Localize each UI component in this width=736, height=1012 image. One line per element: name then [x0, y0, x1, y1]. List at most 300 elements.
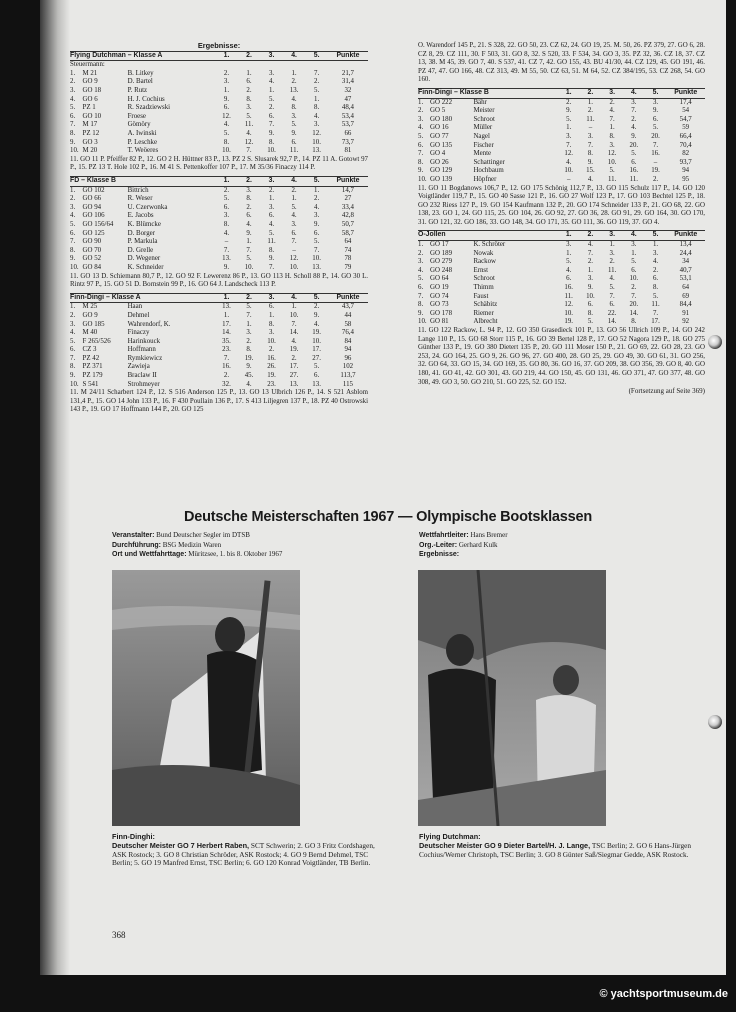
sailor-name: K. Blümcke — [127, 220, 161, 228]
sail-number: GO 185 — [82, 320, 105, 328]
table-cell: 1. — [268, 195, 275, 203]
table-cell: 7. — [70, 121, 76, 129]
sailor-name: Höpfner — [473, 175, 497, 183]
sailor-name: R. Szadziewski — [127, 104, 171, 112]
sail-number: GO 129 — [430, 167, 453, 175]
sail-number: M 21 — [82, 69, 98, 77]
column-header: 1. — [558, 88, 580, 98]
table-cell: 5. — [314, 238, 320, 246]
table-cell: 3. — [268, 69, 275, 77]
table-row — [70, 139, 368, 148]
sailor-name: Schäbitz — [473, 301, 498, 309]
sail-number: GO 16 — [430, 124, 449, 132]
table-cell: 14,7 — [341, 186, 354, 194]
info-line: Wettfahrtleiter: Hans Bremer — [419, 531, 508, 539]
table-cell: 6. — [268, 212, 275, 220]
column-header: 1. — [558, 231, 580, 241]
table-row — [70, 147, 368, 156]
table-cell: 6. — [268, 303, 275, 311]
table-cell: 10. — [289, 311, 299, 319]
table-cell: 4. — [70, 95, 76, 103]
info-line: Ort und Wettfahrttage: Müritzsee, 1. bis 8. Oktober 1967 — [112, 550, 283, 559]
table-row — [70, 87, 368, 96]
table-ojollen — [418, 230, 705, 395]
table-cell: 79 — [344, 263, 352, 271]
table-cell: 5. — [566, 115, 572, 123]
table-cell: 14. — [289, 329, 299, 337]
table-row — [70, 212, 368, 221]
table-cell: 3. — [566, 132, 572, 140]
sail-number: M 17 — [82, 121, 98, 129]
table-cell: 5. — [652, 124, 659, 132]
table-cell: 5. — [268, 95, 275, 103]
table-cell: 16. — [564, 284, 574, 292]
table-cell: 13. — [312, 263, 321, 271]
table-row — [418, 150, 705, 159]
column-header: 2. — [580, 88, 602, 98]
table-cell: 7. — [652, 141, 659, 149]
table-cell: 115 — [342, 380, 353, 388]
table-cell: 8. — [268, 138, 275, 146]
table-cell: 7. — [246, 147, 252, 155]
table-cell: 5. — [609, 284, 615, 292]
table-row — [70, 121, 368, 130]
column-header: 3. — [260, 177, 283, 187]
table-cell: – — [653, 158, 658, 166]
table-cell: 4. — [291, 95, 297, 103]
table-cell: 6. — [418, 141, 424, 149]
table-fd-a — [70, 51, 368, 173]
table-cell: 96 — [344, 354, 352, 362]
table-cell: 2. — [652, 175, 659, 183]
table-cell: 5. — [314, 87, 320, 95]
table-cell: 2. — [223, 372, 230, 380]
table-cell: 12. — [312, 130, 321, 138]
table-cell: 64 — [682, 284, 690, 292]
table-cell: 3. — [223, 78, 230, 86]
table-cell: 5. — [70, 220, 76, 228]
table-cell: 14. — [629, 309, 639, 317]
table-cell: 4. — [70, 212, 76, 220]
table-cell: 10. — [312, 337, 321, 345]
table-cell: 9. — [631, 132, 637, 140]
column-header: Punkte — [328, 51, 368, 61]
column-header: 5. — [305, 51, 328, 61]
book-spine — [40, 0, 70, 975]
table-cell: 2. — [223, 186, 230, 194]
table-cell: 5. — [566, 258, 572, 266]
table-cell: 7. — [246, 246, 252, 254]
table-cell: 6. — [223, 203, 230, 211]
table-cell: 3. — [652, 98, 659, 106]
table-cell: 1. — [268, 87, 275, 95]
table-row — [418, 107, 705, 116]
table-cell: 15. — [586, 167, 595, 175]
sailor-name: Nowak — [473, 249, 494, 257]
table-cell: – — [566, 175, 571, 183]
table-cell: 5. — [246, 255, 252, 263]
table-row — [70, 355, 368, 364]
caption-title: Finn-Dinghi: — [112, 832, 155, 841]
table-cell: 1. — [587, 266, 593, 274]
table-cell: 4. — [314, 320, 320, 328]
table-cell: 13. — [222, 255, 231, 263]
caption-title: Flying Dutchman: — [419, 832, 481, 841]
table-cell: 9. — [268, 130, 275, 138]
table-cell: 6. — [268, 112, 275, 120]
table-cell: 9. — [418, 309, 424, 317]
table-cell: 23. — [222, 346, 231, 354]
table-cell: 5. — [291, 203, 297, 211]
table-cell: 19. — [244, 354, 254, 362]
table-cell: 17. — [651, 318, 660, 326]
class-title: Finn-Dingi – Klasse B — [418, 88, 558, 98]
subheading: Steuermann: — [70, 61, 105, 69]
table-cell: 7. — [631, 107, 637, 115]
table-row — [70, 96, 368, 105]
table-cell: 2. — [268, 104, 275, 112]
table-cell: 10. — [586, 292, 595, 300]
table-cell: 8. — [268, 246, 275, 254]
table-cell: 27 — [344, 195, 352, 203]
sail-number: GO 94 — [82, 203, 102, 211]
results-table — [70, 176, 368, 273]
table-cell: 10. — [289, 263, 299, 271]
sail-number: PZ 371 — [82, 363, 103, 371]
sailor-name: Riemer — [473, 309, 494, 317]
table-cell: 54 — [682, 107, 690, 115]
table-cell: 22. — [607, 309, 617, 317]
table-cell: 7. — [223, 246, 230, 254]
table-cell: 9. — [566, 107, 572, 115]
table-cell: 4. — [246, 220, 252, 228]
table-row — [418, 124, 705, 133]
table-cell: 2. — [631, 284, 637, 292]
table-cell: 3. — [70, 87, 76, 95]
sailor-name: Thimm — [473, 284, 494, 292]
table-cell: 7. — [609, 292, 615, 300]
info-line: Durchführung: BSG Medizin Waren — [112, 540, 222, 549]
table-cell: 11. — [564, 292, 573, 300]
table-cell: 9. — [418, 167, 424, 175]
sailor-name: A. Iwinski — [127, 130, 157, 138]
table-cell: 70,4 — [679, 141, 692, 149]
table-cell: 10. — [70, 263, 79, 271]
event-info-left — [112, 531, 382, 560]
sailor-name: H. J. Cochius — [127, 95, 165, 103]
table-cell: 10. — [629, 275, 639, 283]
table-cell: 7. — [268, 121, 275, 129]
table-cell: 58 — [344, 320, 352, 328]
table-cell: 3. — [70, 320, 76, 328]
sailor-name: Faust — [473, 292, 489, 300]
table-row — [418, 142, 705, 151]
table-cell: 7. — [418, 292, 424, 300]
column-header: 5. — [645, 88, 667, 98]
ranking-continuation: 11. GO 13 D. Schiemann 80,7 P., 12. GO 92 F. Lewerenz 86 P., 13. GO 113 H. Scholl 88 P., 14. GO 30 L. Rintz 97 P., 15. GO 51 D. Bornstein 99 P., 16. GO 64 J. Landscheck 113 P. — [70, 272, 368, 289]
caption-text: TSC Berlin; 2. GO 6 Hans-Jürgen Cochius/Werner Christoph, TSC Berlin; 3. GO 8 Günter Saß/Siegmar Gedde, ASK Rostock. — [419, 840, 692, 859]
right-column — [418, 42, 705, 399]
page-number: 368 — [112, 930, 126, 940]
sail-number: GO 222 — [430, 98, 453, 106]
table-cell: 8. — [418, 158, 424, 166]
sail-number: F 265/526 — [82, 337, 111, 345]
table-cell: 10. — [70, 147, 79, 155]
table-cell: 10. — [418, 318, 427, 326]
sailor-name: Hoffmann — [127, 346, 156, 354]
table-cell: 113,7 — [340, 372, 356, 380]
table-cell: 16. — [222, 363, 231, 371]
table-cell: 20. — [629, 301, 639, 309]
table-row — [418, 284, 705, 293]
sailor-name: Bähr — [473, 98, 487, 106]
table-cell: 2. — [609, 98, 615, 106]
sail-number: GO 18 — [82, 87, 102, 95]
sail-number: GO 102 — [82, 186, 105, 194]
sail-number: GO 66 — [82, 195, 102, 203]
sail-number: S 541 — [82, 380, 99, 388]
sailor-name: P. Markula — [127, 238, 158, 246]
table-cell: 8. — [652, 284, 659, 292]
punch-hole-icon — [708, 335, 722, 349]
table-cell: 4. — [566, 266, 572, 274]
table-row — [418, 250, 705, 259]
table-cell: 24,4 — [679, 249, 692, 257]
table-row — [418, 318, 705, 327]
table-cell: 8. — [70, 130, 76, 138]
photo-crew-icon — [418, 570, 606, 826]
caption-champion: Deutscher Meister GO 9 Dieter Bartel/H. J. Lange, — [419, 840, 591, 850]
table-cell: 64 — [344, 238, 352, 246]
table-cell: 1. — [223, 87, 230, 95]
table-cell: 26. — [267, 363, 276, 371]
table-cell: 58,7 — [341, 229, 354, 237]
table-cell: 3. — [631, 98, 637, 106]
sailor-name: P. Leschke — [127, 138, 158, 146]
table-cell: 3. — [587, 275, 593, 283]
table-cell: 48,4 — [341, 104, 354, 112]
sail-number: M 40 — [82, 329, 98, 337]
table-row — [70, 195, 368, 204]
table-row — [418, 310, 705, 319]
table-cell: 5. — [609, 167, 615, 175]
table-cell: 3. — [587, 132, 593, 140]
left-column — [70, 42, 368, 418]
table-cell: 45. — [244, 372, 254, 380]
column-header: 3. — [260, 293, 283, 303]
table-cell: 3. — [268, 203, 275, 211]
info-line: Ergebnisse: — [419, 551, 460, 559]
table-cell: 1. — [291, 195, 297, 203]
table-cell: 1. — [314, 95, 320, 103]
table-cell: 9. — [223, 263, 230, 271]
table-cell: 3. — [566, 241, 572, 249]
table-cell: 9. — [246, 363, 252, 371]
ranking-continuation: 11. GO 122 Rackow, L. 94 P., 12. GO 350 Grasedieck 101 P., 13. GO 56 Ullrich 109 P., 14. GO 242 Lange 110 P., 15. GO 68 Storr 115 P., 16. GO 39 Bertel 128 P., 17. GO 52 Nagora 129 P., 18. GO 275 Günther 133 P., 19. GO 380 Dietert 135 P., 20. GO 111 Moser 150 P., 21. GO 69, 22. GO 28, 23. GO 253, 24. GO 164, 25. GO 9, 26. GO 96, 27. GO 400, 28. GO 25, 29. GO 49, 30. GO 61, 31. GO 256, 32. GO 64, 33. GO 15, 34. GO 169, 35. GO 80, 36. GO 16, 37. GO 209, 38. GO 356, 39. GO 8, 40. GO 180, 41. GO 41, 42. GO 301, 43. GO 219, 44. GO 150, 45. GO 131, 46. GO 371, 47. GO 377, 48. GO 308, 49. GO 3, 50. GO 210, 51. GO 225, 52. GO 152. — [418, 327, 705, 386]
sail-number: M 25 — [82, 303, 98, 311]
table-cell: 94 — [344, 346, 352, 354]
table-cell: 7. — [652, 309, 659, 317]
table-row — [70, 346, 368, 355]
table-cell: 3. — [314, 121, 320, 129]
sailor-name: Gömöry — [127, 121, 151, 129]
table-cell: 8. — [223, 220, 230, 228]
table-cell: 4. — [291, 212, 297, 220]
table-cell: 5. — [246, 303, 252, 311]
table-cell: 12. — [564, 150, 574, 158]
table-cell: 2. — [291, 186, 297, 194]
sail-number: GO 77 — [430, 132, 449, 140]
table-cell: 13. — [312, 147, 321, 155]
table-cell: 4. — [268, 220, 275, 228]
table-cell: 13. — [289, 87, 299, 95]
sail-number: GO 19 — [430, 284, 449, 292]
table-cell: 6. — [246, 78, 252, 86]
table-cell: – — [588, 124, 593, 132]
table-cell: 8. — [587, 150, 593, 158]
table-cell: 11. — [651, 301, 660, 309]
table-row — [418, 241, 705, 250]
table-row — [70, 264, 368, 273]
info-line: Veranstalter: Bund Deutscher Segler im DTSB — [112, 531, 250, 539]
table-cell: 3. — [631, 241, 637, 249]
sailor-name: Froese — [127, 112, 146, 120]
table-cell: 8. — [291, 104, 297, 112]
table-cell: 53,7 — [341, 121, 354, 129]
table-cell: 78 — [344, 255, 352, 263]
sailor-name: Meister — [473, 107, 495, 115]
sailor-name: Müller — [473, 124, 493, 132]
photo-flying-dutchman-champions — [418, 570, 606, 826]
table-cell: 7. — [587, 249, 593, 257]
class-title: O-Jollen — [418, 231, 558, 241]
table-cell: 1. — [566, 124, 572, 132]
sailor-name: Dehmel — [127, 311, 150, 319]
table-cell: 10. — [418, 175, 427, 183]
results-table — [418, 88, 705, 185]
sailor-name: E. Jacobs — [127, 212, 154, 220]
table-cell: 7. — [223, 354, 230, 362]
sailor-name: Nagel — [473, 132, 490, 140]
table-cell: 8. — [70, 246, 76, 254]
caption-flying-dutchman — [419, 833, 706, 859]
table-cell: 2. — [291, 78, 297, 86]
sail-number: PZ 1 — [82, 104, 96, 112]
sail-number: GO 4 — [430, 150, 446, 158]
table-row — [70, 363, 368, 372]
sailor-name: Rymkiewicz — [127, 354, 163, 362]
column-header: 4. — [283, 51, 306, 61]
sailor-name: Braclaw II — [127, 372, 157, 380]
sailor-name: D. Borger — [127, 229, 156, 237]
sailor-name: Zawieja — [127, 363, 150, 371]
sailor-name: D. Wegener — [127, 255, 161, 263]
table-cell: 4. — [246, 380, 252, 388]
sail-number: GO 135 — [430, 141, 453, 149]
sail-number: GO 81 — [430, 318, 449, 326]
sail-number: GO 9 — [82, 311, 98, 319]
table-cell: 35. — [222, 337, 231, 345]
column-header: 5. — [645, 231, 667, 241]
table-row — [70, 247, 368, 256]
table-cell: 6. — [631, 266, 637, 274]
table-cell: 94 — [682, 167, 690, 175]
table-cell: 44 — [344, 311, 352, 319]
sailor-name: U. Czerwonka — [127, 203, 168, 211]
sail-number: GO 70 — [82, 246, 102, 254]
table-cell: 1. — [291, 303, 297, 311]
table-cell: 1. — [268, 311, 275, 319]
table-cell: 32 — [344, 87, 352, 95]
table-cell: 11. — [289, 147, 299, 155]
table-cell: 2. — [566, 98, 572, 106]
table-cell: 5. — [418, 132, 424, 140]
sail-number: GO 10 — [82, 112, 102, 120]
table-cell: 5. — [291, 121, 297, 129]
table-cell: 5. — [631, 258, 637, 266]
table-finn-b — [418, 88, 705, 228]
punch-hole-icon — [708, 715, 722, 729]
table-cell: 1. — [418, 98, 424, 106]
table-cell: 2. — [652, 266, 659, 274]
table-row — [418, 275, 705, 284]
sail-number: GO 156/64 — [82, 220, 114, 228]
table-cell: 59 — [682, 124, 690, 132]
table-cell: 7. — [631, 292, 637, 300]
table-cell: 6. — [652, 115, 659, 123]
table-cell: 6. — [291, 138, 297, 146]
sail-number: GO 74 — [430, 292, 449, 300]
event-info-right — [419, 531, 679, 560]
sail-number: GO 279 — [430, 258, 453, 266]
sail-number: CZ 3 — [82, 346, 97, 354]
table-cell: 4. — [631, 124, 637, 132]
table-row — [70, 381, 368, 390]
table-cell: 10. — [70, 380, 79, 388]
sail-number: GO 3 — [82, 138, 98, 146]
sailor-name: Schattinger — [473, 158, 505, 166]
table-cell: 92 — [682, 318, 690, 326]
table-cell: 13. — [312, 380, 321, 388]
table-cell: 1. — [246, 238, 252, 246]
table-cell: 6. — [70, 112, 76, 120]
table-row — [70, 130, 368, 139]
sailor-name: Harinkouck — [127, 337, 161, 345]
table-cell: 8. — [314, 104, 320, 112]
table-cell: 2. — [418, 107, 424, 115]
table-cell: 84,4 — [679, 301, 692, 309]
table-row — [418, 116, 705, 125]
table-cell: 1. — [291, 69, 297, 77]
table-cell: 1. — [418, 241, 424, 249]
sail-number: GO 106 — [82, 212, 105, 220]
table-cell: 10. — [312, 138, 321, 146]
table-cell: 6. — [223, 104, 230, 112]
table-cell: 1. — [70, 303, 76, 311]
table-cell: 3. — [223, 212, 230, 220]
sailor-name: T. Weöeres — [127, 147, 159, 155]
table-cell: 10. — [244, 263, 254, 271]
table-cell: 5. — [268, 229, 275, 237]
table-cell: 16. — [651, 150, 660, 158]
table-cell: 3. — [70, 203, 76, 211]
table-cell: 5. — [587, 318, 593, 326]
table-cell: 27. — [312, 354, 321, 362]
table-cell: 2. — [268, 346, 275, 354]
table-cell: 6. — [291, 229, 297, 237]
table-cell: 5. — [418, 275, 424, 283]
table-cell: 8. — [246, 95, 252, 103]
